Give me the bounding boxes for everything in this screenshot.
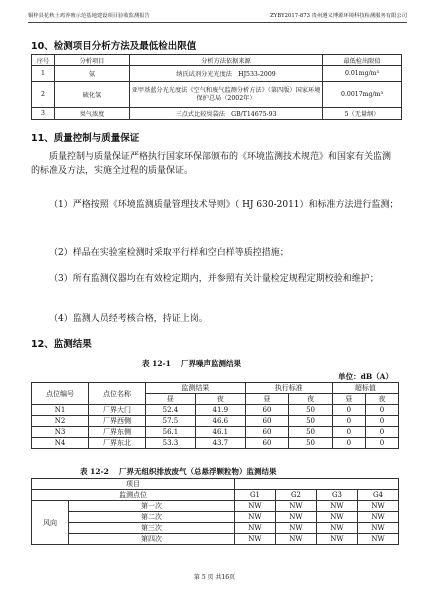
cell: 第一次 [69,501,235,512]
cell: 46.1 [195,427,245,438]
cell: 厂界东侧 [89,427,146,438]
cell: 60 [245,438,289,449]
cell: NW [275,501,316,512]
th-point-name: 点位名称 [89,383,146,405]
th-blank [234,479,398,490]
cell: N2 [32,416,89,427]
cell: 厂界东北 [89,438,146,449]
cell: 50 [289,405,333,416]
table-row [32,501,399,512]
table-row [32,405,399,416]
th-g3: G3 [316,490,357,501]
th-point: 监测点位 [32,490,235,501]
table-12-2-caption: 表 12-2 厂界无组织排放废气（总悬浮颗粒物）监测结果 [80,467,277,476]
cell: 0 [365,438,398,449]
cell: 厂界大门 [89,405,146,416]
table-row [32,438,399,449]
section-12-title: 12、监测结果 [31,339,92,350]
cell: NW [275,512,316,523]
cell: 57.5 [146,416,196,427]
cell: 0.01mg/m³ [323,66,402,82]
table-row [32,512,399,523]
cell: 52.4 [146,405,196,416]
cell: 60 [245,405,289,416]
th-night: 夜 [195,394,245,405]
table-row [32,416,399,427]
cell: 0 [332,405,365,416]
cell: NW [357,501,398,512]
th-method: 分析方法依据来源 [130,55,323,66]
cell: 41.9 [195,405,245,416]
cell: 0 [332,427,365,438]
cell: 3 [32,108,55,120]
qc-paragraph-3: （2）样品在实验室检测时采取平行样和空白样等质控措施； [49,248,289,258]
cell: NW [234,534,275,545]
cell: N3 [32,427,89,438]
cell: 硫化氢 [55,82,130,108]
th-night: 夜 [289,394,333,405]
cell: 0 [332,438,365,449]
cell: NW [316,534,357,545]
cell: NW [316,512,357,523]
cell: NW [275,534,316,545]
th-item: 分析项目 [55,55,130,66]
th-g2: G2 [275,490,316,501]
th-day: 昼 [332,394,365,405]
cell: 60 [245,416,289,427]
cell: NW [316,501,357,512]
cell: 53.3 [146,438,196,449]
cell: NW [234,501,275,512]
cell: 43.7 [195,438,245,449]
cell: 第三次 [69,523,235,534]
th-standard: 执行标准 [245,383,332,394]
cell: 50 [289,416,333,427]
header-right: ZYBY2017-873 贵州遵义博源环境科技检测服务有限公司 [270,13,407,19]
th-point-no: 点位编号 [32,383,89,405]
th-no: 序号 [32,55,55,66]
cell: 第四次 [69,534,235,545]
cell: 0 [365,427,398,438]
table-12-1-caption: 表 12-1 厂界噪声监测结果 [142,359,241,368]
header-left: 铜梓县花秋土鸡养殖示范基地建设项目验收监测报告 [28,13,150,19]
th-day: 昼 [146,394,196,405]
cell: 第二次 [69,512,235,523]
table-12-1-unit: 单位：dB（A） [338,372,393,381]
cell: 50 [289,438,333,449]
th-night: 夜 [365,394,398,405]
cell: N4 [32,438,89,449]
page-footer: 第 5 页 共16页 [193,574,236,581]
section-11-title: 11、质量控制与质量保证 [31,133,140,144]
th-g1: G1 [234,490,275,501]
tsp-table [31,478,399,545]
cell: NW [234,523,275,534]
cell: 0.0017mg/m³ [323,82,402,108]
table-row [32,534,399,545]
table-row [32,427,399,438]
cell: 三点式比较臭袋法 GB/T14675-93 [130,108,323,120]
qc-paragraph-1: 质量控制与质量保证严格执行国家环保部颁布的《环境监测技术规范》和国家有关监测的标准及方法，实施全过程的质量保证。 [31,152,392,176]
cell: 厂界西侧 [89,416,146,427]
qc-paragraph-4: （3）所有监测仪器均在有效检定期内，并参照有关计量检定规程定期校验和维护； [49,274,379,284]
noise-table [31,382,399,449]
cell: N1 [32,405,89,416]
cell: NW [357,534,398,545]
cell: 臭气浓度 [55,108,130,120]
table-row [32,523,399,534]
cell: 56.1 [146,427,196,438]
section-10-title: 10、检测项目分析方法及最低检出限值 [31,41,197,52]
th-result: 监测结果 [146,383,246,394]
methods-table [31,54,402,120]
cell: 5（无量纲） [323,108,402,120]
th-wind: 风向 [32,501,69,545]
cell: NW [275,523,316,534]
page-header [28,10,407,23]
cell: 纳氏试剂分光光度法 HJ533-2009 [130,66,323,82]
cell: NW [234,512,275,523]
cell: 46.6 [195,416,245,427]
cell: 1 [32,66,55,82]
cell: 2 [32,82,55,108]
cell: 60 [245,427,289,438]
th-item: 项目 [32,479,235,490]
cell: NW [357,512,398,523]
cell: 0 [365,416,398,427]
cell: 氨 [55,66,130,82]
cell: 0 [365,405,398,416]
th-limit: 最低检出限值 [323,55,402,66]
qc-paragraph-2: （1）严格按照《环境监测质量管理技术导则》（ HJ 630-2011）和标准方法进行监测； [49,200,399,210]
cell: 0 [332,416,365,427]
cell: 50 [289,427,333,438]
th-exceed: 超标值 [332,383,398,394]
cell: 亚甲基蓝分光光度法《空气和废气监测分析方法》（第四版）国家环境保护总局（2002年） [130,82,323,108]
cell: NW [357,523,398,534]
cell: NW [316,523,357,534]
th-day: 昼 [245,394,289,405]
qc-paragraph-5: （4）监测人员经考核合格，持证上岗。 [49,314,208,324]
th-g4: G4 [357,490,398,501]
